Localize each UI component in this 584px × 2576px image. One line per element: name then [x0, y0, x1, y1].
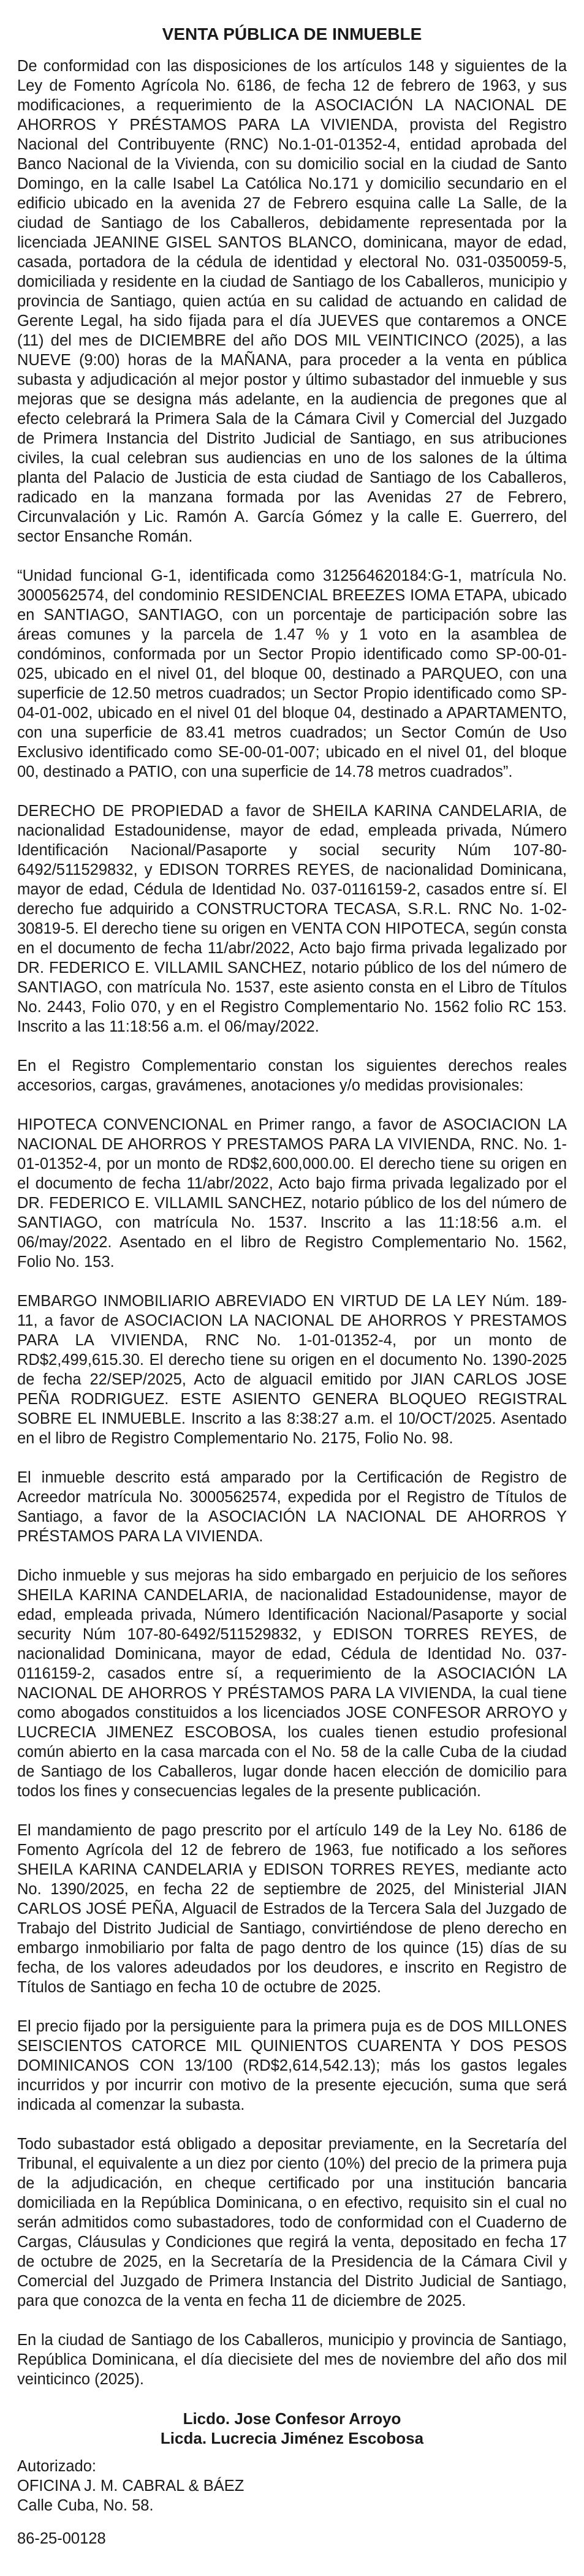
notice-paragraph: En la ciudad de Santiago de los Caballeros, municipio y provincia de Santiago, República Dominicana, el día diecisiete del mes de noviembre del año dos mil veinticinco (2025). — [17, 2332, 567, 2388]
notice-paragraph: HIPOTECA CONVENCIONAL en Primer rango, a favor de ASOCIACION LA NACIONAL DE AHORROS Y PRESTAMOS PARA LA VIVIENDA, RNC. No. 1-01-01352-4, por un monto de RD$2,600,000.00. El derecho tiene su origen en el documento de fecha 11/abr/2022, Acto bajo firma privada legalizado por el DR. FEDERICO E. VILLAMIL SANCHEZ, notario público de los del número de SANTIAGO, con matrícula No. 1537. Inscrito a las 11:18:56 a.m. el 06/may/2022. Asentado en el libro de Registro Complementario No. 1562, Folio No. 153. — [17, 1116, 567, 1271]
notice-paragraph: De conformidad con las disposiciones de los artículos 148 y siguientes de la Ley de Fomento Agrícola No. 6186, de fecha 12 de febrero de 1963, y sus modificaciones, a requerimiento de la ASOCIACIÓN LA NACIONAL DE AHORROS Y PRÉSTAMOS PARA LA VIVIENDA, provista del Registro Nacional del Contribuyente (RNC) No.1-01-01352-4, entidad aprobada del Banco Nacional de la Vivienda, con su domicilio social en la ciudad de Santo Domingo, en la calle Isabel La Católica No.171 y domicilio secundario en el edificio ubicado en la avenida 27 de Febrero esquina calle La Salle, de la ciudad de Santiago de los Caballeros, debidamente representada por la licenciada JEANINE GISEL SANTOS BLANCO, dominicana, mayor de edad, casada, portadora de la cédula de identidad y electoral No. 031-0350059-5, domiciliada y residente en la ciudad de Santiago de los Caballeros, municipio y provincia de Santiago, quien actúa en su calidad de actuando en calidad de Gerente Legal, ha sido fijada para el día JUEVES que contaremos a ONCE (11) del mes de DICIEMBRE del año DOS MIL VEINTICINCO (2025), a las NUEVE (9:00) horas de la MAÑANA, para proceder a la venta en pública subasta y adjudicación al mejor postor y último subastador del inmueble y sus mejoras que se designa más adelante, en la audiencia de pregones que al efecto celebrará la Primera Sala de la Cámara Civil y Comercial del Juzgado de Primera Instancia del Distrito Judicial de Santiago, en sus atribuciones civiles, la cual celebran sus audiencias en uno de los salones de la última planta del Palacio de Justicia de esta ciudad de Santiago de los Caballeros, radicado en la manzana formada por las Avenidas 27 de Febrero, Circunvalación y Lic. Ramón A. García Gómez y la calle E. Guerrero, del sector Ensanche Román. — [17, 58, 567, 545]
signer-name: Licda. Lucrecia Jiménez Escobosa — [160, 2429, 424, 2447]
notice-paragraph: Dicho inmueble y sus mejoras ha sido embargado en perjuicio de los señores SHEILA KARINA CANDELARIA, de nacionalidad Estadounidense, mayor de edad, empleada privada, Número Identificación Nacional/Pasaporte y social security Núm 107-80-6492/511529832, y EDISON TORRES REYES, de nacionalidad Dominicana, mayor de edad, Cédula de Identidad No. 037-0116159-2, casados entre sí, a requerimiento de la ASOCIACIÓN LA NACIONAL DE AHORROS Y PRÉSTAMOS PARA LA VIVIENDA, la cual tiene como abogados constituidos a los licenciados JOSE CONFESOR ARROYO y LUCRECIA JIMENEZ ESCOBOSA, los cuales tienen estudio profesional común abierto en la casa marcada con el No. 58 de la calle Cuba de la ciudad de Santiago de los Caballeros, lugar donde hacen elección de domicilio para todos los fines y consecuencias legales de la presente publicación. — [17, 1567, 567, 1800]
authorized-address: Calle Cuba, No. 58. — [17, 2497, 154, 2514]
notice-paragraph: Todo subastador está obligado a depositar previamente, en la Secretaría del Tribunal, el equivalente a un diez por ciento (10%) del precio de la primera puja de la adjudicación, en cheque certificado por una institución bancaria domiciliada en la República Dominicana, o en efectivo, requisito sin el cual no serán admitidos como subastadores, todo de conformidad con el Cuaderno de Cargas, Cláusulas y Condiciones que regirá la venta, depositado en fecha 17 de octubre de 2025, en la Secretaría de la Presidencia de la Cámara Civil y Comercial del Juzgado de Primera Instancia del Distrito Judicial de Santiago, para que conozca de la venta en fecha 11 de diciembre de 2025. — [17, 2136, 567, 2310]
authorized-label: Autorizado: — [17, 2458, 96, 2475]
notice-paragraph: El mandamiento de pago prescrito por el artículo 149 de la Ley No. 6186 de Fomento Agrícola del 12 de febrero de 1963, fue notificado a los señores SHEILA KARINA CANDELARIA y EDISON TORRES REYES, mediante acto No. 1390/2025, en fecha 22 de septiembre de 2025, del Ministerial JIAN CARLOS JOSÉ PEÑA, Alguacil de Estrados de la Tercera Sala del Juzgado de Trabajo del Distrito Judicial de Santiago, convirtiéndose de pleno derecho en embargo inmobiliario por falta de pago dentro de los quince (15) días de su fecha, de los valores adeudados por los deudores, e inscrito en Registro de Títulos de Santiago en fecha 10 de octubre de 2025. — [17, 1822, 567, 1996]
notice-paragraph: En el Registro Complementario constan los siguientes derechos reales accesorios, cargas, gravámenes, anotaciones y/o medidas provisionales: — [17, 1057, 567, 1094]
authorized-office: OFICINA J. M. CABRAL & BÁEZ — [17, 2477, 245, 2495]
notice-paragraph: EMBARGO INMOBILIARIO ABREVIADO EN VIRTUD DE LA LEY Núm. 189-11, a favor de ASOCIACION LA NACIONAL DE AHORROS Y PRESTAMOS PARA LA VIVIENDA, RNC No. 1-01-01352-4, por un monto de RD$2,499,615.30. El derecho tiene su origen en el documento No. 1390-2025 de fecha 22/SEP/2025, Acto de alguacil emitido por JIAN CARLOS JOSE PEÑA RODRIGUEZ. ESTE ASIENTO GENERA BLOQUEO REGISTRAL SOBRE EL INMUEBLE. Inscrito a las 8:38:27 a.m. el 10/OCT/2025. Asentado en el libro de Registro Complementario No. 2175, Folio No. 98. — [17, 1293, 567, 1447]
signer-name: Licdo. Jose Confesor Arroyo — [183, 2409, 401, 2428]
notice-paragraph: “Unidad funcional G-1, identificada como 312564620184:G-1, matrícula No. 3000562574, del condominio RESIDENCIAL BREEZES IOMA ETAPA, ubicado en SANTIAGO, SANTIAGO, con un porcentaje de participación sobre las áreas comunes y la parcela de 1.47 % y 1 voto en la asamblea de condóminos, conformada por un Sector Propio identificado como SP-00-01-025, ubicado en el nivel 01, del bloque 00, destinado a PARQUEO, con una superficie de 12.50 metros cuadrados; un Sector Propio identificado como SP-04-01-002, ubicado en el nivel 01 del bloque 04, destinado a APARTAMENTO, con una superficie de 83.41 metros cuadrados; un Sector Común de Uso Exclusivo identificado como SE-00-01-007; ubicado en el nivel 01, del bloque 00, destinado a PATIO, con una superficie de 14.78 metros cuadrados”. — [17, 567, 567, 780]
authorization-block — [17, 2457, 567, 2515]
publication-code: 86-25-00128 — [17, 2530, 106, 2547]
notice-title: VENTA PÚBLICA DE INMUEBLE — [162, 25, 422, 43]
notice-paragraph: DERECHO DE PROPIEDAD a favor de SHEILA KARINA CANDELARIA, de nacionalidad Estadounidense, mayor de edad, empleada privada, Número Identificación Nacional/Pasaporte y social security Núm 107-80-6492/511529832, y EDISON TORRES REYES, de nacionalidad Dominicana, mayor de edad, Cédula de Identidad No. 037-0116159-2, casados entre sí. El derecho fue adquirido a CONSTRUCTORA TECASA, S.R.L. RNC No. 1-02-30819-5. El derecho tiene su origen en VENTA CON HIPOTECA, según consta en el documento de fecha 11/abr/2022, Acto bajo firma privada legalizado por DR. FEDERICO E. VILLAMIL SANCHEZ, notario público de los del número de SANTIAGO, con matrícula No. 1537, este asiento consta en el Libro de Títulos No. 2443, Folio 070, y en el Registro Complementario No. 1562 folio RC 153. Inscrito a las 11:18:56 a.m. el 06/may/2022. — [17, 803, 567, 1035]
notice-paragraph: El inmueble descrito está amparado por la Certificación de Registro de Acreedor matrícula No. 3000562574, expedida por el Registro de Títulos de Santiago, a favor de la ASOCIACIÓN LA NACIONAL DE AHORROS Y PRÉSTAMOS PARA LA VIVIENDA. — [17, 1469, 567, 1545]
notice-paragraph: El precio fijado por la persiguiente para la primera puja es de DOS MILLONES SEISCIENTOS CATORCE MIL QUINIENTOS CUARENTA Y DOS PESOS DOMINICANOS CON 13/100 (RD$2,614,542.13); más los gastos legales incurridos y por incurrir con motivo de la presente ejecución, suma que será indicada al comenzar la subasta. — [17, 2018, 567, 2113]
signature-block — [17, 2409, 567, 2448]
